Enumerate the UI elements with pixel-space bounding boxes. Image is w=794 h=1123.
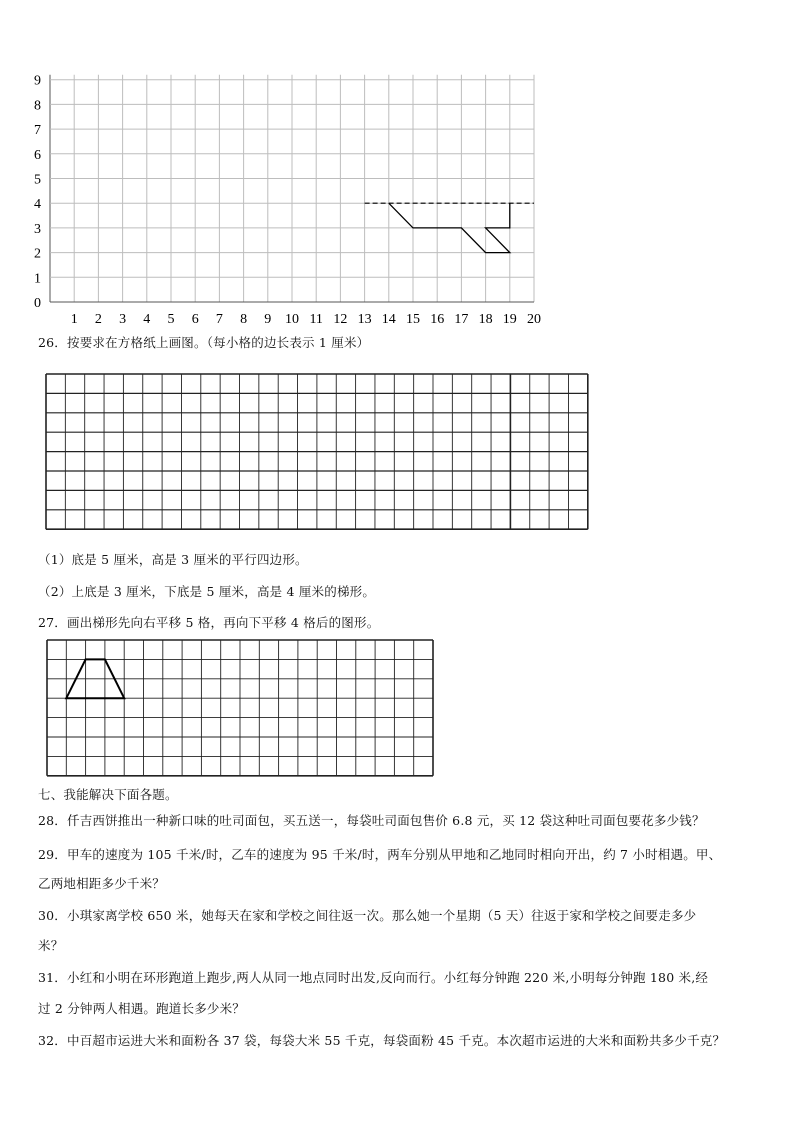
x-tick-label: 20 [527,312,541,327]
q26-item1: （1）底是 5 厘米，高是 3 厘米的平行四边形。 [38,552,308,567]
x-tick-label: 13 [357,312,372,327]
q32-text: 32．中百超市运进大米和面粉各 37 袋，每袋大米 55 千克，每袋面粉 45 千克。本次超市运进的大米和面粉共多少千克？ [38,1033,726,1048]
section7-title: 七、我能解决下面各题。 [38,787,178,802]
coordinate-grid-svg [0,0,794,340]
q31-line2: 过 2 分钟两人相遇。跑道长多少米？ [38,1001,246,1016]
x-tick-label: 12 [333,312,348,327]
x-tick-label: 18 [478,312,493,327]
y-tick-label: 2 [34,246,41,262]
x-tick-label: 19 [502,312,517,327]
x-tick-label: 5 [167,312,175,327]
q27-title: 27．画出梯形先向右平移 5 格，再向下平移 4 格后的图形。 [38,615,380,630]
x-tick-label: 14 [381,312,396,327]
y-tick-label: 9 [34,73,41,89]
x-tick-label: 4 [143,312,151,327]
x-tick-label: 9 [264,312,272,327]
q27-trapezoid-grid [0,638,794,788]
y-tick-label: 5 [34,172,41,188]
y-tick-label: 3 [34,221,41,237]
x-tick-label: 10 [285,312,299,327]
x-tick-label: 6 [191,312,199,327]
x-tick-label: 1 [70,312,78,327]
q28-text: 28．仟吉西饼推出一种新口味的吐司面包，买五送一，每袋吐司面包售价 6.8 元，买 12 袋这种吐司面包要花多少钱？ [38,813,705,828]
x-tick-label: 2 [94,312,102,327]
y-tick-label: 4 [34,197,41,213]
y-tick-label: 7 [34,123,41,139]
x-tick-label: 8 [240,312,248,327]
x-tick-label: 17 [454,312,469,327]
x-tick-label: 15 [406,312,420,327]
y-tick-label: 0 [34,296,41,311]
q30-line2: 米？ [38,938,64,953]
q29-line1: 29．甲车的速度为 105 千米/时，乙车的速度为 95 千米/时，两车分别从甲地和乙地同时相向开出，约 7 小时相遇。甲、 [38,847,722,862]
q26-item2: （2）上底是 3 厘米，下底是 5 厘米，高是 4 厘米的梯形。 [38,584,376,599]
x-tick-label: 3 [119,312,127,327]
x-tick-label: 7 [215,312,223,327]
y-tick-label: 8 [34,98,41,114]
q30-line1: 30．小琪家离学校 650 米，她每天在家和学校之间往返一次。那么她一个星期（5 天）往返于家和学校之间要走多少 [38,908,697,923]
x-tick-label: 16 [430,312,445,327]
x-tick-label: 11 [309,312,323,327]
q26-square-grid [0,372,794,542]
q26-title: 26．按要求在方格纸上画图。（每小格的边长表示 1 厘米） [38,335,370,350]
y-tick-label: 1 [34,271,41,287]
q31-line1: 31．小红和小明在环形跑道上跑步,两人从同一地点同时出发,反向而行。小红每分钟跑 220 米,小明每分钟跑 180 米,经 [38,970,709,985]
q29-line2: 乙两地相距多少千米？ [38,876,166,891]
y-tick-label: 6 [34,147,41,163]
